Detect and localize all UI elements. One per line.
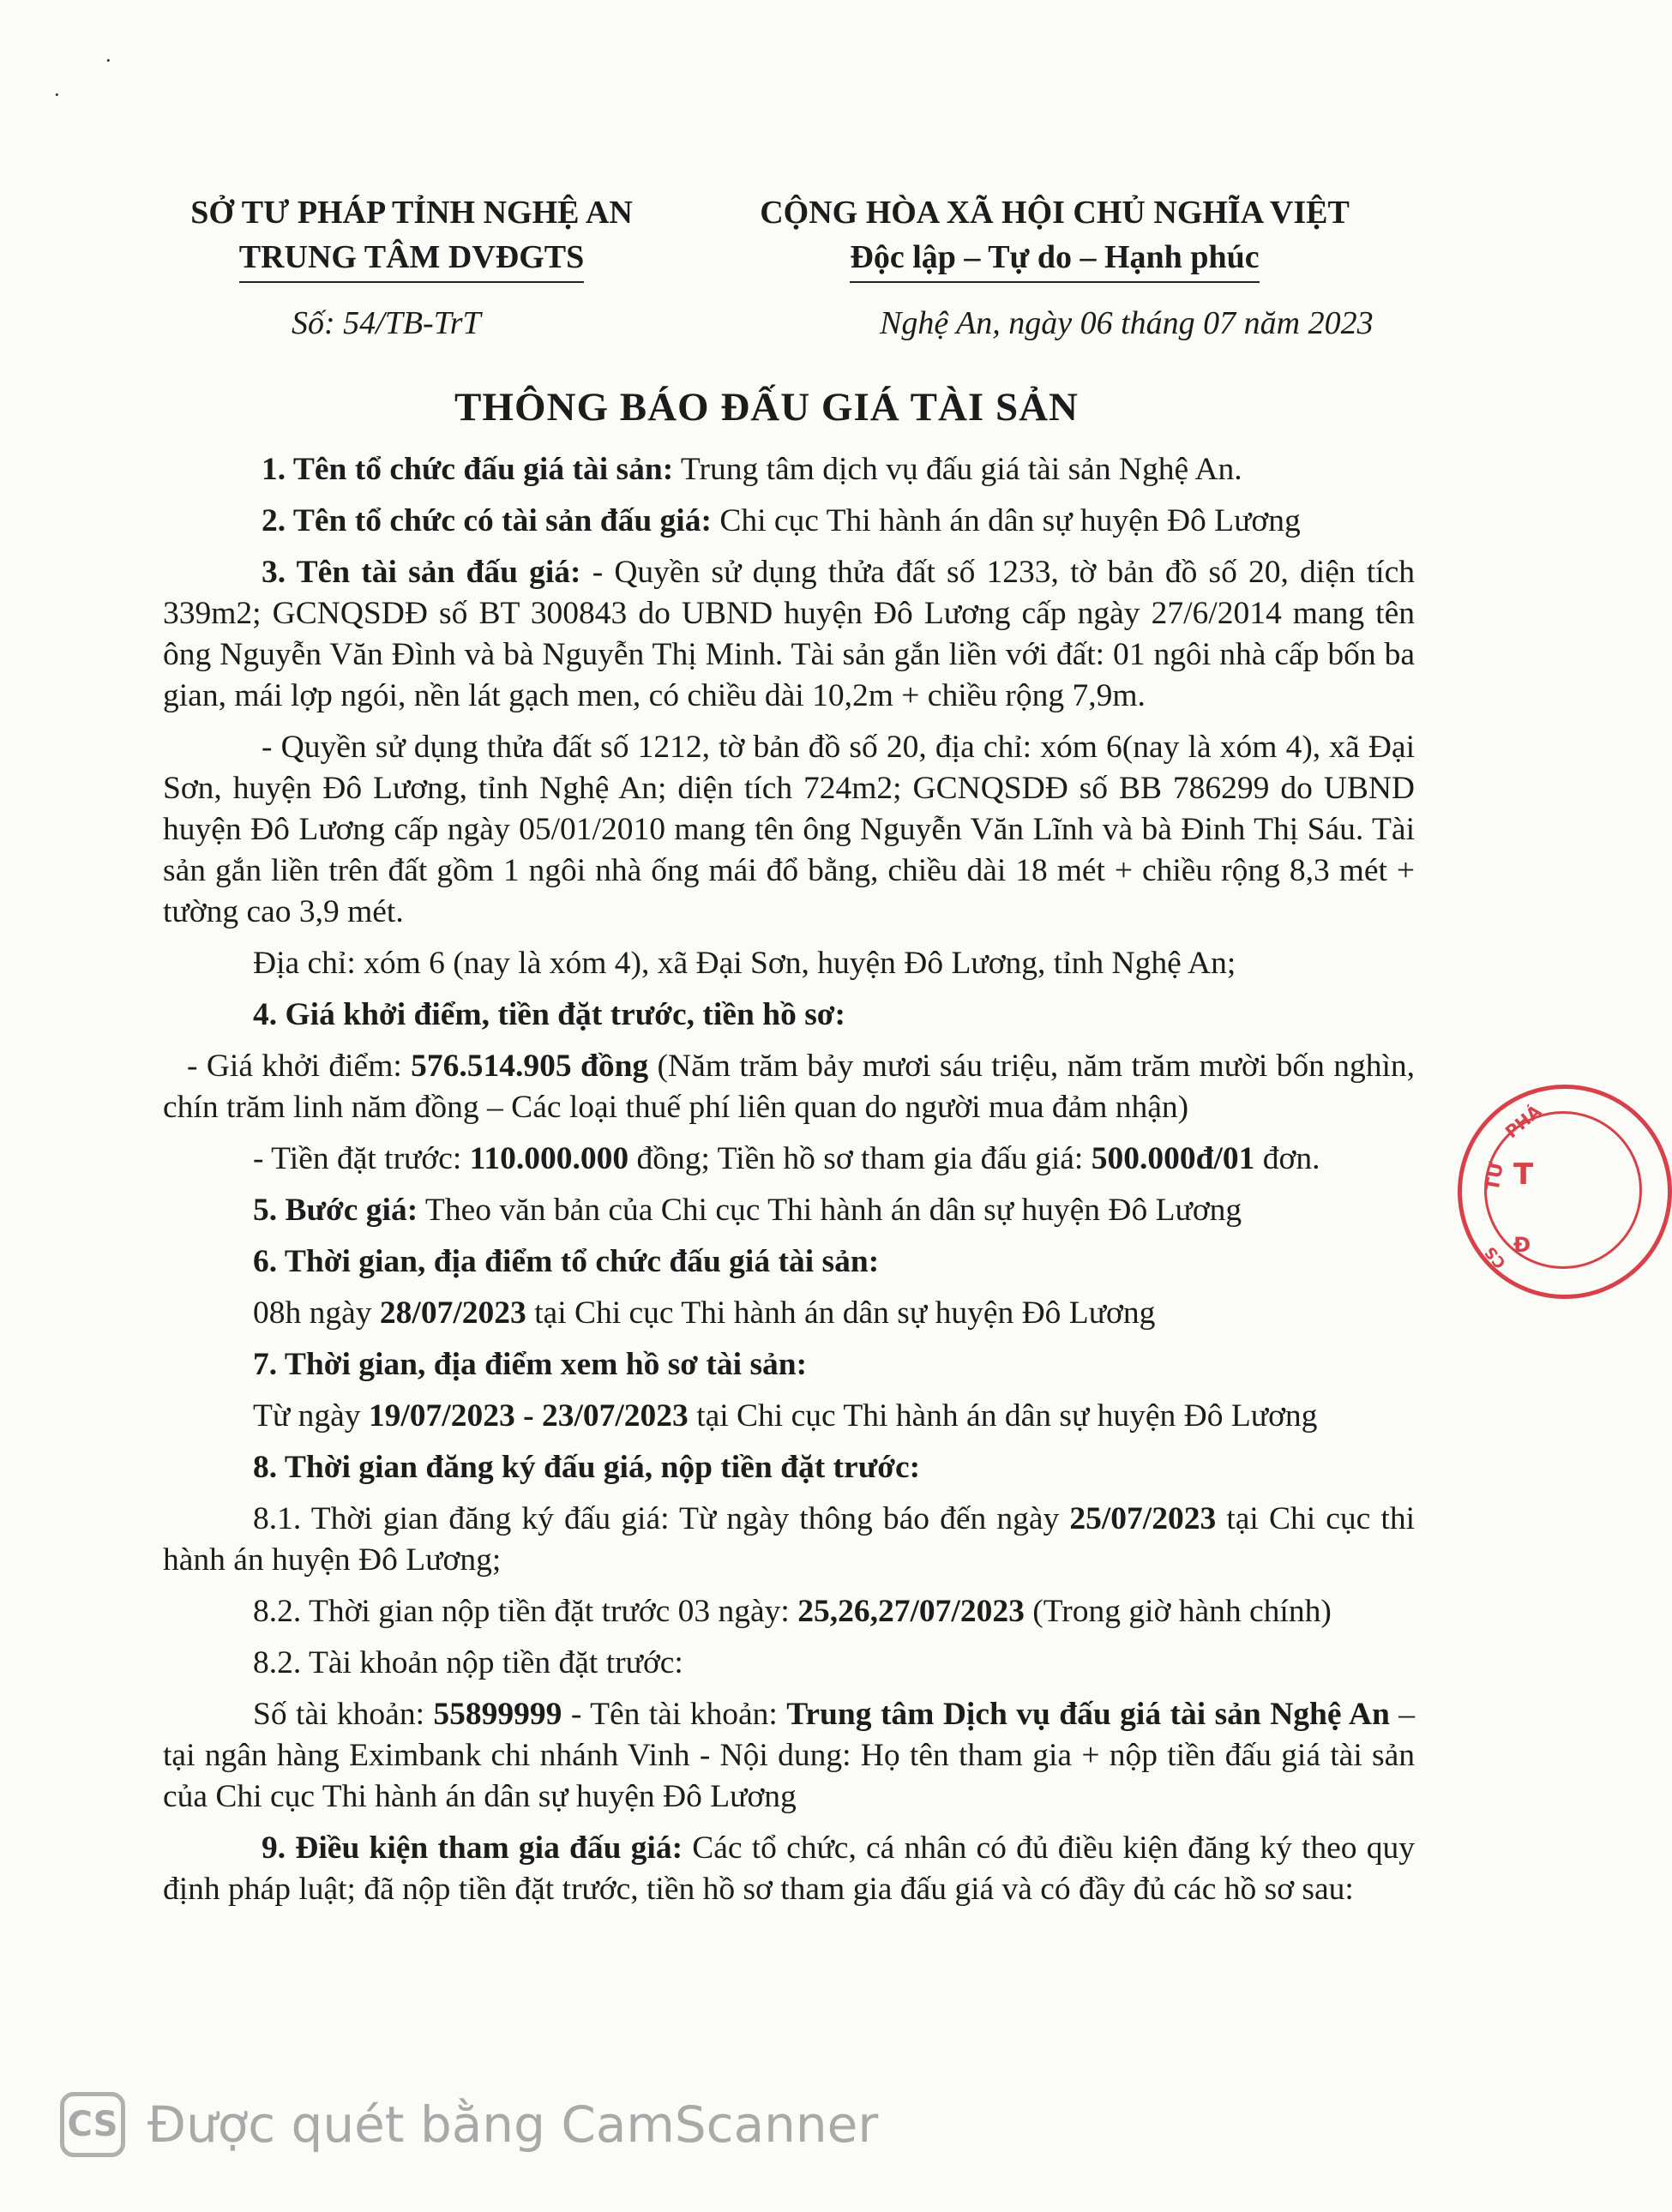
text: 8.2. Thời gian nộp tiền đặt trước 03 ngày: (253, 1594, 798, 1629)
seal-text: CS (1481, 1242, 1510, 1272)
motto: Độc lập – Tự do – Hạnh phúc (850, 235, 1259, 283)
section-text: Các tổ chức, cá nhân có đủ điều kiện đăng ký theo quy định pháp luật; đã nộp tiền đặt trước, tiền hồ sơ tham gia đấu giá và có đầy đủ các hồ sơ sau: (163, 1830, 1415, 1907)
seal-text: T (1513, 1157, 1534, 1192)
document-title: THÔNG BÁO ĐẤU GIÁ TÀI SẢN (454, 385, 1079, 430)
section-label: 2. Tên tổ chức có tài sản đấu giá: (262, 503, 712, 538)
section-text: Chi cục Thi hành án dân sự huyện Đô Lương (711, 503, 1301, 538)
country-name: CỘNG HÒA XÃ HỘI CHỦ NGHĨA VIỆT (760, 195, 1350, 231)
section-1 (163, 449, 1415, 490)
section-4-heading: 4. Giá khởi điểm, tiền đặt trước, tiền hồ sơ: (253, 997, 846, 1032)
text: 8.1. Thời gian đăng ký đấu giá: Từ ngày thông báo đến ngày (253, 1501, 1070, 1536)
seal-text: PHÁ (1501, 1100, 1546, 1143)
seal-text: Đ (1513, 1233, 1531, 1257)
text: đồng; Tiền hồ sơ tham gia đấu giá: (629, 1141, 1092, 1176)
text: Từ ngày (253, 1398, 369, 1434)
scan-speck: · (105, 48, 112, 73)
account-number: 55899999 (433, 1697, 562, 1732)
text: tại Chi cục Thi hành án dân sự huyện Đô Lương (688, 1398, 1318, 1434)
text: đơn. (1254, 1141, 1320, 1176)
agency-name: TRUNG TÂM DVĐGTS (239, 235, 585, 283)
section-9 (163, 1828, 1415, 1910)
text: tại Chi cục Thi hành án dân sự huyện Đô Lương (526, 1295, 1156, 1331)
text: - Tên tài khoản: (562, 1697, 787, 1732)
text: tại Chi cục thi hành án huyện Đô Lương; (163, 1501, 1415, 1578)
account-name: Trung tâm Dịch vụ đấu giá tài sản Nghệ An (786, 1697, 1390, 1732)
section-3-asset-2: - Quyền sử dụng thửa đất số 1212, tờ bản đồ số 20, địa chỉ: xóm 6(nay là xóm 4), xã Đại Sơn, huyện Đô Lương, tỉnh Nghệ An; diện tích 724m2; GCNQSDĐ số BB 786299 do UBND huyện Đô Lương cấp ngày 05/01/2010 mang tên ông Nguyễn Văn Lĩnh và bà Đinh Thị Sáu. Tài sản gắn liền trên đất gồm 1 ngôi nhà ống mái đổ bằng, chiều dài 18 mét + chiều rộng 8,3 mét + tường cao 3,9 mét. (163, 730, 1415, 929)
deposit-and-fee (163, 1139, 1415, 1180)
scan-speck: · (53, 82, 61, 107)
text: 08h ngày (253, 1295, 380, 1331)
text: – tại ngân hàng Eximbank chi nhánh Vinh - Nội dung: Họ tên tham gia + nộp tiền đấu giá tài sản của Chi cục Thi hành án dân sự huyện Đô Lương (163, 1697, 1415, 1814)
national-motto (729, 190, 1380, 283)
section-label: 5. Bước giá: (253, 1193, 418, 1228)
section-7-heading: 7. Thời gian, địa điểm xem hồ sơ tài sản: (253, 1347, 808, 1382)
red-seal-stamp (1458, 1085, 1672, 1299)
section-label: 9. Điều kiện tham gia đấu giá: (262, 1830, 683, 1866)
text: Số tài khoản: (253, 1697, 434, 1732)
text: (Năm trăm bảy mươi sáu triệu, năm trăm mười bốn nghìn, chín trăm linh năm đồng – Các loại thuế phí liên quan do người mua đảm nhận) (163, 1049, 1415, 1125)
registration-time (163, 1499, 1415, 1581)
section-text: - Quyền sử dụng thửa đất số 1233, tờ bản đồ số 20, diện tích 339m2; GCNQSDĐ số BT 300843 do UBND huyện Đô Lương cấp ngày 27/6/2014 mang tên ông Nguyễn Văn Đình và bà Nguyễn Thị Minh. Tài sản gắn liền với đất: 01 ngôi nhà cấp bốn ba gian, mái lợp ngói, nền lát gạch men, có chiều dài 10,2m + chiều rộng 7,9m. (163, 555, 1415, 713)
section-3-address: Địa chỉ: xóm 6 (nay là xóm 4), xã Đại Sơn, huyện Đô Lương, tỉnh Nghệ An; (253, 946, 1236, 981)
registration-deadline: 25/07/2023 (1069, 1501, 1217, 1536)
section-3 (163, 552, 1415, 717)
auction-time-place (163, 1293, 1415, 1334)
seal-text: TƯ (1482, 1160, 1508, 1193)
section-5 (163, 1190, 1415, 1231)
section-label: 1. Tên tổ chức đấu giá tài sản: (262, 452, 674, 487)
section-2 (163, 501, 1415, 542)
deposit-account-heading: 8.2. Tài khoản nộp tiền đặt trước: (253, 1645, 683, 1680)
text: - Giá khởi điểm: (187, 1049, 412, 1084)
viewing-dates: 19/07/2023 - 23/07/2023 (368, 1398, 689, 1434)
fee-amount: 500.000đ/01 (1091, 1141, 1255, 1176)
section-text: Theo văn bản của Chi cục Thi hành án dân sự huyện Đô Lương (418, 1193, 1242, 1228)
section-8-heading: 8. Thời gian đăng ký đấu giá, nộp tiền đặt trước: (253, 1450, 921, 1485)
deposit-dates: 25,26,27/07/2023 (797, 1594, 1025, 1629)
place-date: Nghệ An, ngày 06 tháng 07 năm 2023 (880, 305, 1374, 341)
issuing-agency (171, 190, 652, 283)
deposit-amount: 110.000.000 (469, 1141, 629, 1176)
text: - Tiền đặt trước: (253, 1141, 470, 1176)
section-label: 3. Tên tài sản đấu giá: (262, 555, 581, 590)
document-body (163, 449, 1415, 1920)
section-text: Trung tâm dịch vụ đấu giá tài sản Nghệ An. (673, 452, 1242, 487)
deposit-account (163, 1694, 1415, 1818)
starting-price (163, 1046, 1415, 1128)
auction-date: 28/07/2023 (379, 1295, 526, 1331)
camscanner-watermark (60, 2090, 878, 2159)
agency-parent: SỞ TƯ PHÁP TỈNH NGHỆ AN (190, 195, 633, 231)
camscanner-logo-icon: CS (60, 2092, 125, 2157)
document-number: Số: 54/TB-TrT (292, 305, 481, 341)
viewing-time-place (163, 1396, 1415, 1437)
watermark-text: Được quét bằng CamScanner (147, 2095, 879, 2154)
deposit-time (163, 1591, 1415, 1632)
starting-price-amount: 576.514.905 đồng (411, 1049, 649, 1084)
section-6-heading: 6. Thời gian, địa điểm tổ chức đấu giá tài sản: (253, 1244, 880, 1279)
text: (Trong giờ hành chính) (1024, 1594, 1332, 1629)
